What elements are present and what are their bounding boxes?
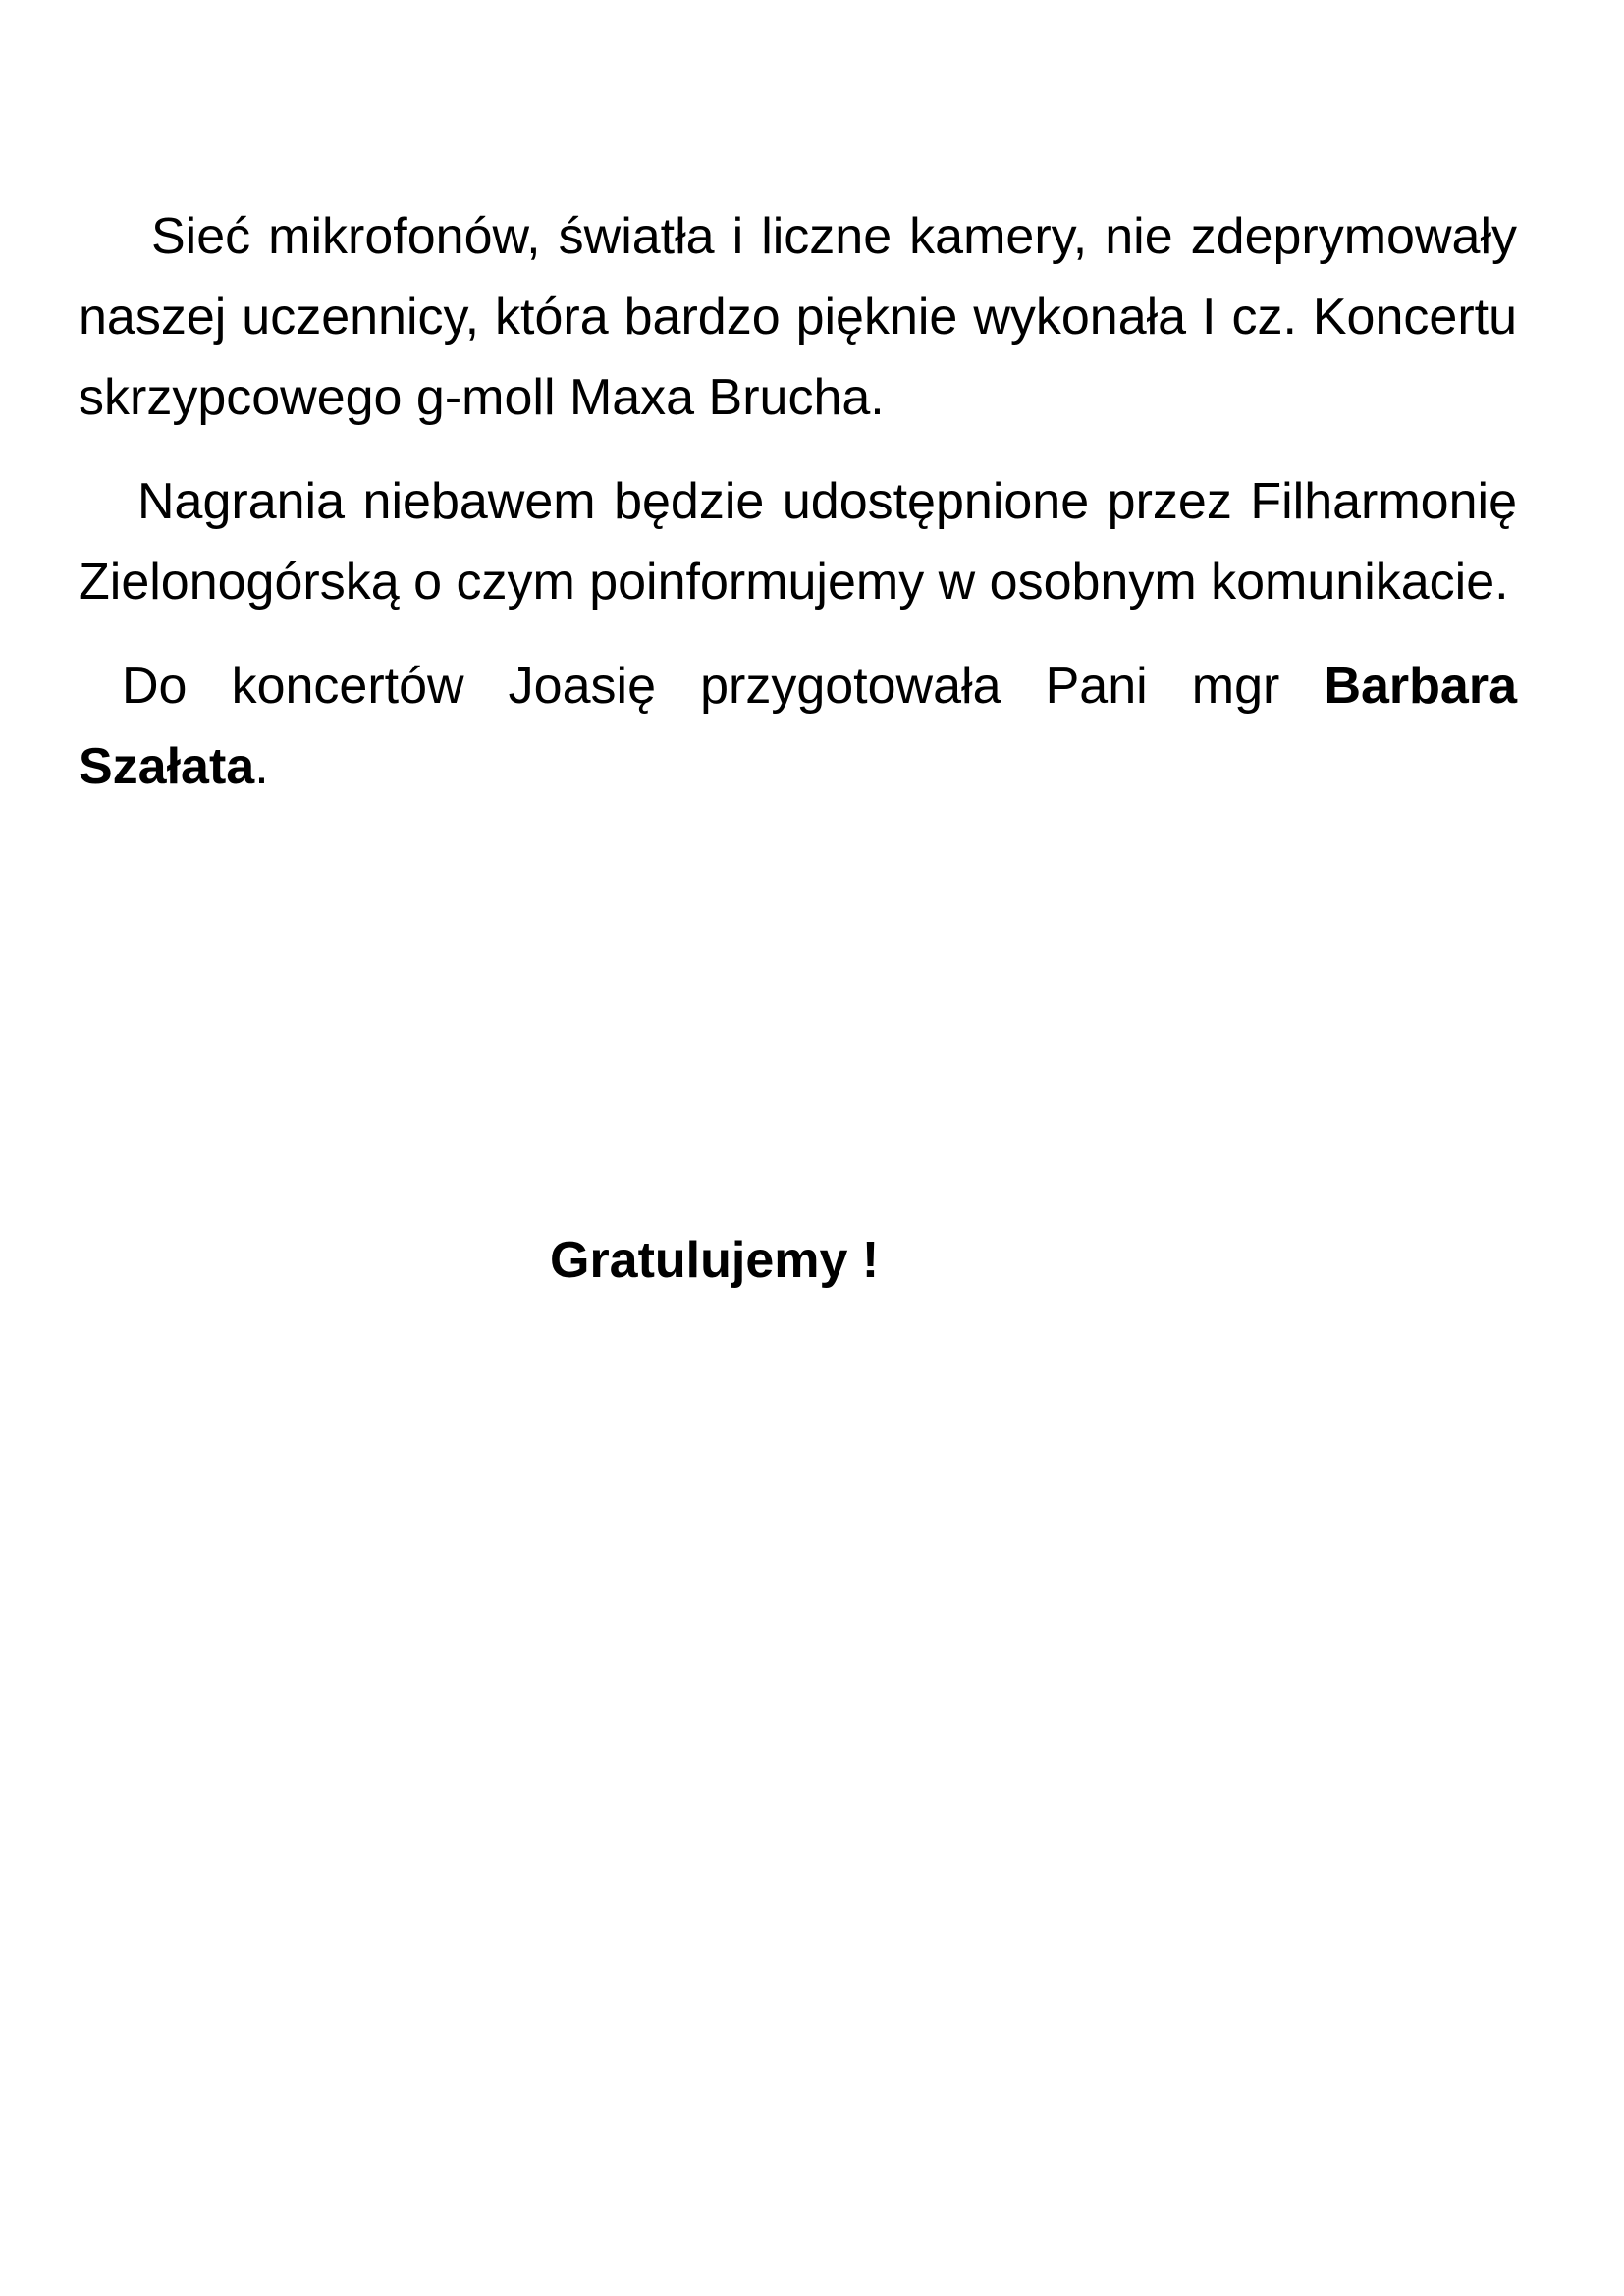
- paragraph-recording: Nagrania niebawem będzie udostępnione przez Filharmonię Zielonogórską o czym poinformujemy w osobnym komunikacie.: [79, 473, 1517, 611]
- teacher-sentence: Do koncertów Joasię przygotowała Pani mgr: [122, 658, 1325, 715]
- teacher-sentence-end: .: [254, 738, 269, 795]
- paragraph-performance: Sieć mikrofonów, światła i liczne kamery, nie zdeprymowały naszej uczennicy, która bardzo pięknie wykonała I cz. Koncertu skrzypcowego g-moll Maxa Brucha.: [79, 208, 1517, 426]
- paragraph-teacher: [79, 646, 1517, 807]
- closing-congratulations: Gratulujemy !: [550, 1232, 880, 1289]
- teacher-name: Barbara Szałata: [79, 658, 1517, 795]
- document-body: [79, 196, 1517, 830]
